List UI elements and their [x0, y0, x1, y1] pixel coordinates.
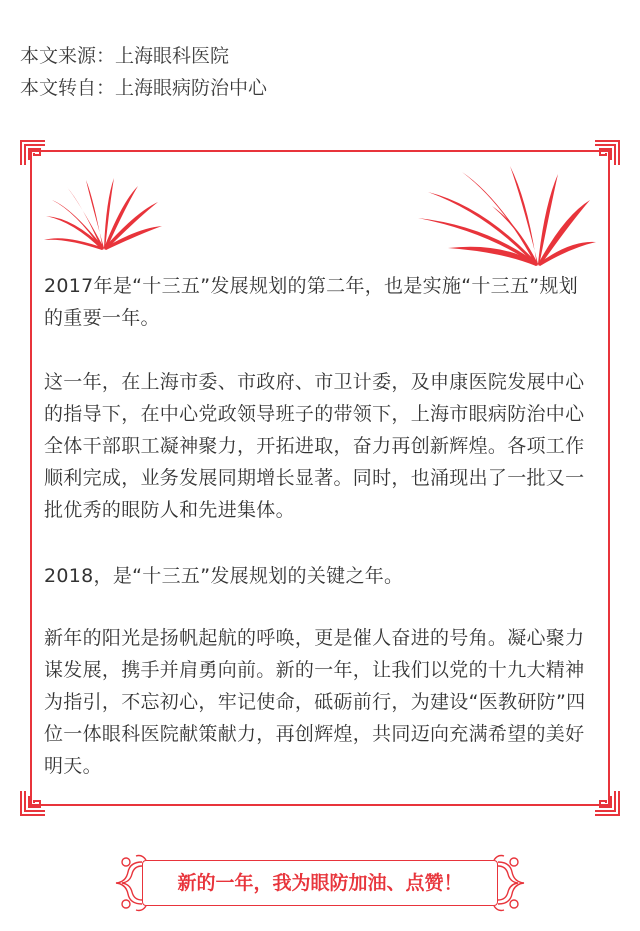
corner-ornament-icon	[594, 790, 620, 816]
corner-ornament-icon	[594, 140, 620, 166]
paragraph-achievements: 这一年，在上海市委、市政府、市卫计委，及申康医院发展中心的指导下，在中心党政领导班子的带领下，上海市眼病防治中心全体干部职工凝神聚力，开拓进取，奋力再创新辉煌。各项工作顺利完成，业务发展同期增长显著。同时，也涌现出了一批又一批优秀的眼防人和先进集体。	[44, 371, 585, 521]
source-line: 本文来源：上海眼科医院	[20, 45, 230, 67]
banner-text: 新的一年，我为眼防加油、点赞！	[177, 872, 463, 894]
firework-icon	[418, 166, 596, 266]
cheer-banner	[112, 852, 528, 914]
paragraph-intro: 2017年是“十三五”发展规划的第二年，也是实施“十三五”规划的重要一年。	[44, 275, 579, 329]
corner-ornament-icon	[20, 790, 46, 816]
article-frame	[20, 140, 620, 816]
reprint-source-line: 本文转自：上海眼病防治中心	[20, 77, 268, 99]
scroll-ornament-icon	[480, 852, 528, 914]
paragraph-2018: 2018，是“十三五”发展规划的关键之年。	[44, 565, 404, 587]
corner-ornament-icon	[20, 140, 46, 166]
paragraph-new-year: 新年的阳光是扬帆起航的呼唤，更是催人奋进的号角。凝心聚力谋发展，携手并肩勇向前。新的一年，让我们以党的十九大精神为指引，不忘初心，牢记使命，砥砺前行，为建设“医教研防”四位一体眼科医院献策献力，再创辉煌，共同迈向充满希望的美好明天。	[44, 627, 586, 777]
firework-icon	[44, 178, 164, 252]
